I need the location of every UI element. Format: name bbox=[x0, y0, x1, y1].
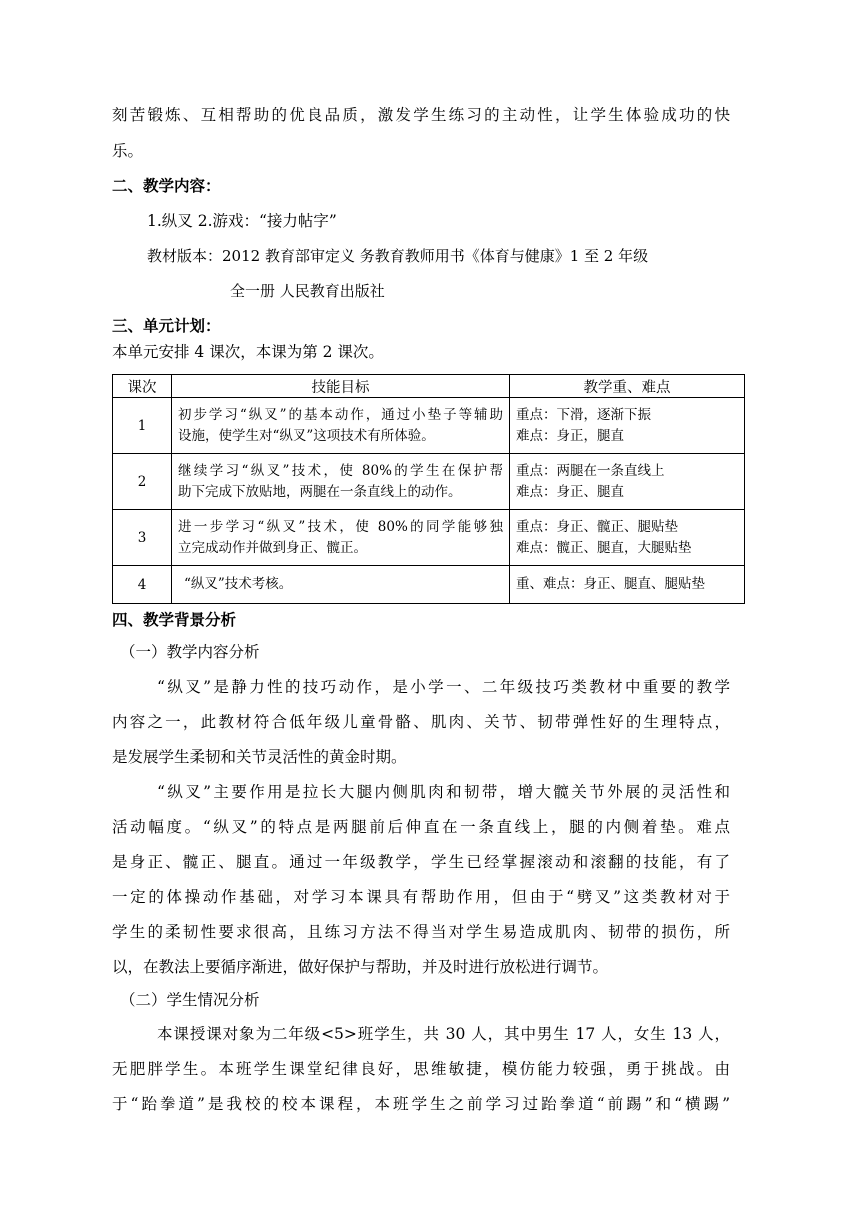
unit-summary: 本单元安排 4 课次，本课为第 2 课次。 bbox=[112, 343, 384, 361]
table-row bbox=[113, 510, 745, 566]
difficulty-line: 难点：髋正、腿直，大腿贴垫 bbox=[516, 539, 692, 556]
key-point-line: 重点：下滑，逐渐下振 bbox=[516, 406, 651, 423]
section-2-heading: 二、教学内容： bbox=[112, 177, 221, 195]
intro-line-1: 刻苦锻炼、互相帮助的优良品质，激发学生练习的主动性，让学生体验成功的快 bbox=[112, 106, 730, 124]
key-points bbox=[510, 398, 745, 454]
lesson-number: 2 bbox=[113, 454, 172, 510]
paragraph-line: 以，在教法上要循序渐进，做好保护与帮助，并及时进行放松进行调节。 bbox=[112, 958, 609, 976]
textbook-line-2: 全一册 人民教育出版社 bbox=[230, 282, 385, 300]
skill-goal-line: 继续学习“纵叉”技术，使 80%的学生在保护帮 bbox=[178, 462, 503, 479]
header-key-points: 教学重、难点 bbox=[510, 375, 745, 398]
paragraph-line: 本课授课对象为二年级<5>班学生，共 30 人，其中男生 17 人，女生 13 人， bbox=[157, 1025, 730, 1043]
skill-goal bbox=[172, 454, 510, 510]
paragraph-line: “纵叉”主要作用是拉长大腿内侧肌肉和韧带，增大髋关节外展的灵活性和 bbox=[157, 783, 730, 801]
textbook-line-1: 教材版本：2012 教育部审定义 务教育教师用书《体育与健康》1 至 2 年级 bbox=[147, 247, 649, 265]
content-items: 1.纵叉 2.游戏：“接力帖字” bbox=[147, 212, 337, 230]
key-point-line: 重点：两腿在一条直线上 bbox=[516, 462, 665, 479]
subsection-2-title: （二）学生情况分析 bbox=[120, 991, 260, 1009]
skill-goal-line: 设施，使学生对“纵叉”这项技术有所体验。 bbox=[178, 427, 435, 444]
section-4-heading: 四、教学背景分析 bbox=[112, 611, 237, 629]
key-points bbox=[510, 454, 745, 510]
key-point-line: 重、难点：身正、腿直、腿贴垫 bbox=[516, 576, 705, 592]
table-header-row bbox=[113, 375, 745, 398]
skill-goal bbox=[172, 398, 510, 454]
lesson-number: 3 bbox=[113, 510, 172, 566]
paragraph-line: 学生的柔韧性要求很高，且练习方法不得当对学生易造成肌肉、韧带的损伤，所 bbox=[112, 923, 730, 941]
skill-goal-line: “纵叉”技术考核。 bbox=[184, 576, 293, 592]
key-point-line: 重点：身正、髋正、腿贴垫 bbox=[516, 518, 678, 535]
subsection-1-title: （一）教学内容分析 bbox=[120, 643, 260, 661]
table-row bbox=[113, 398, 745, 454]
header-skill-goal: 技能目标 bbox=[172, 375, 510, 398]
skill-goal-line: 进一步学习“纵叉”技术，使 80%的同学能够独 bbox=[178, 518, 503, 535]
difficulty-line: 难点：身正、腿直 bbox=[516, 483, 624, 500]
section-3-heading: 三、单元计划： bbox=[112, 317, 221, 335]
skill-goal-line: 立完成动作并做到身正、髋正。 bbox=[178, 539, 367, 556]
key-points bbox=[510, 510, 745, 566]
skill-goal-line: 助下完成下放贴地，两腿在一条直线上的动作。 bbox=[178, 483, 462, 500]
skill-goal-line: 初步学习“纵叉”的基本动作，通过小垫子等辅助 bbox=[178, 406, 503, 423]
key-points bbox=[510, 566, 745, 604]
paragraph-line: 于“跆拳道”是我校的校本课程，本班学生之前学习过跆拳道“前踢”和“横踢” bbox=[112, 1095, 730, 1113]
paragraph-line: “纵叉”是静力性的技巧动作，是小学一、二年级技巧类教材中重要的教学 bbox=[157, 678, 730, 696]
paragraph-line: 一定的体操动作基础，对学习本课具有帮助作用，但由于“劈叉”这类教材对于 bbox=[112, 888, 730, 906]
unit-plan-table bbox=[112, 374, 745, 604]
paragraph-line: 活动幅度。“纵叉”的特点是两腿前后伸直在一条直线上，腿的内侧着垫。难点 bbox=[112, 818, 730, 836]
paragraph-line: 无肥胖学生。本班学生课堂纪律良好，思维敏捷，模仿能力较强，勇于挑战。由 bbox=[112, 1060, 730, 1078]
intro-line-2: 乐。 bbox=[112, 142, 144, 160]
paragraph-line: 是身正、髋正、腿直。通过一年级教学，学生已经掌握滚动和滚翻的技能，有了 bbox=[112, 853, 730, 871]
skill-goal bbox=[172, 510, 510, 566]
skill-goal bbox=[172, 566, 510, 604]
difficulty-line: 难点：身正，腿直 bbox=[516, 427, 624, 444]
header-lesson: 课次 bbox=[113, 375, 172, 398]
lesson-number: 1 bbox=[113, 398, 172, 454]
paragraph-line: 内容之一，此教材符合低年级儿童骨骼、肌肉、关节、韧带弹性好的生理特点， bbox=[112, 713, 730, 731]
table-row bbox=[113, 454, 745, 510]
lesson-number: 4 bbox=[113, 566, 172, 604]
paragraph-line: 是发展学生柔韧和关节灵活性的黄金时期。 bbox=[112, 748, 407, 766]
table-row bbox=[113, 566, 745, 604]
